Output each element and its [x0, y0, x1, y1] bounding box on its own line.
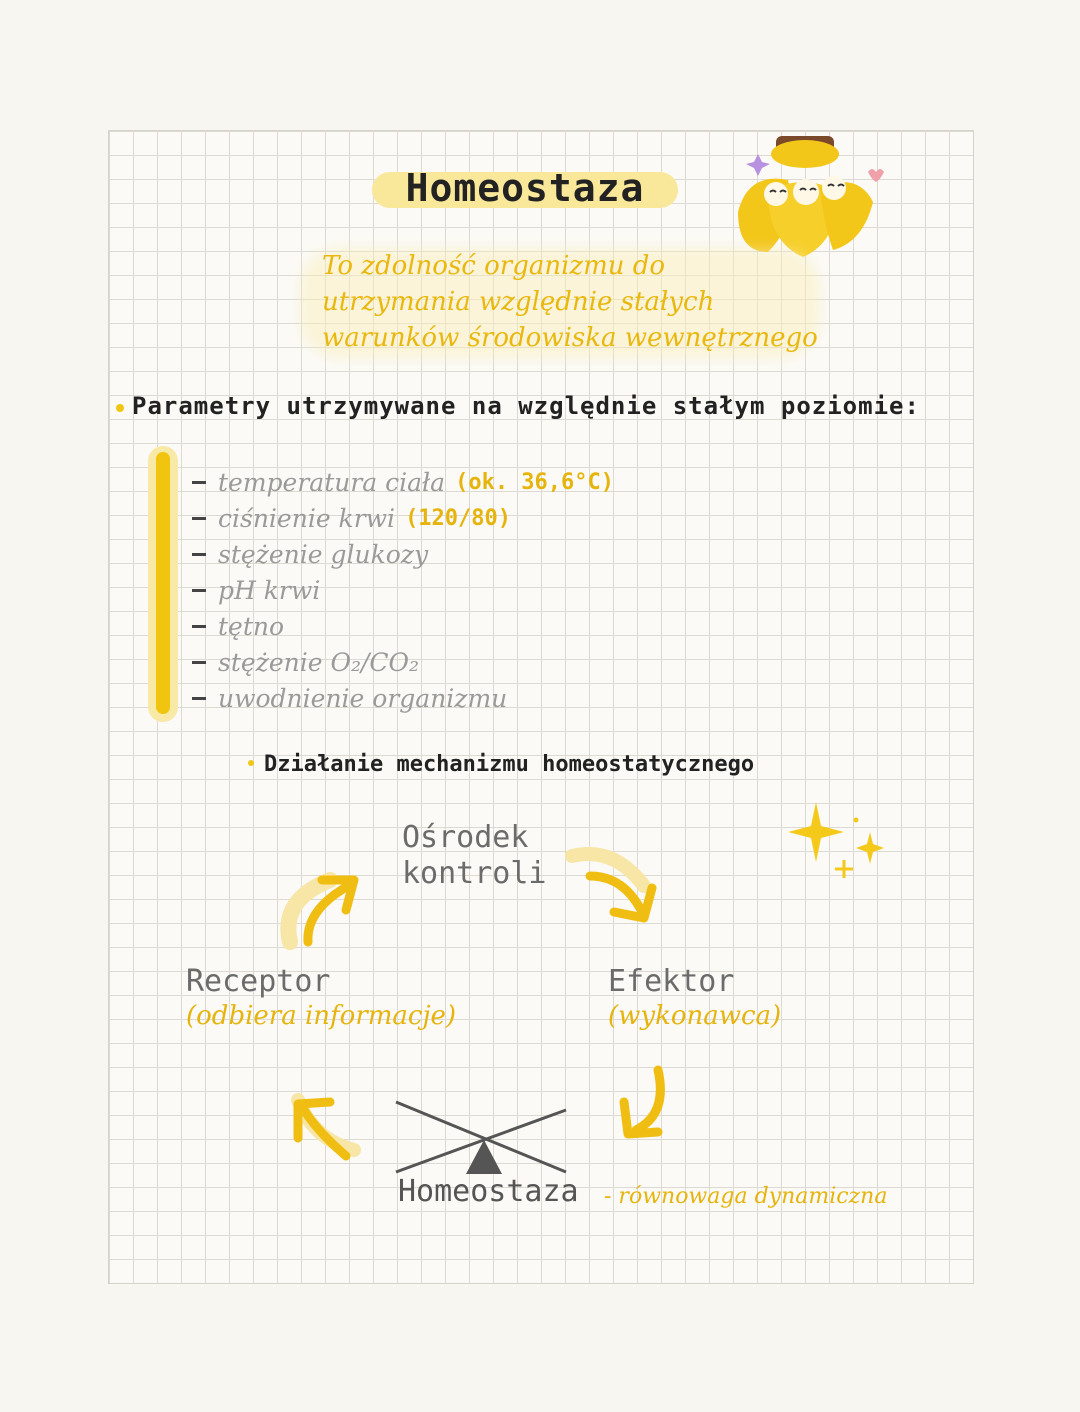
- definition-line-2: utrzymania względnie stałych: [322, 287, 715, 317]
- dash-icon: [192, 589, 206, 592]
- arrow-up-right-icon: [270, 860, 370, 950]
- parameters-heading: Parametry utrzymywane na względnie stałym poziomie:: [132, 392, 920, 420]
- list-item: [192, 536, 614, 572]
- item-extra: (ok. 36,6°C): [455, 469, 615, 495]
- sparkle-icon: [784, 798, 894, 882]
- item-text: tętno: [218, 611, 285, 641]
- item-text: temperatura ciała: [218, 467, 446, 497]
- dash-icon: [192, 661, 206, 664]
- bullet-dot: [248, 760, 254, 766]
- list-highlight-bar-inner: [156, 452, 170, 714]
- mechanism-heading: Działanie mechanizmu homeostatycznego: [264, 752, 755, 777]
- list-item: [192, 680, 614, 716]
- list-item: [192, 608, 614, 644]
- homeostasis-label: Homeostaza: [398, 1174, 579, 1209]
- definition-line-1: To zdolność organizmu do: [322, 251, 666, 281]
- definition: [322, 248, 842, 356]
- balance-icon: [390, 1096, 574, 1178]
- receptor-desc: (odbiera informacje): [186, 1001, 457, 1031]
- list-item: [192, 500, 614, 536]
- parameters-list: [192, 464, 614, 716]
- control-line-2: kontroli: [402, 856, 547, 891]
- arrow-down-left-icon: [610, 1064, 680, 1144]
- dash-icon: [192, 553, 206, 556]
- arrow-up-left-icon: [274, 1080, 364, 1166]
- homeostasis-desc: - równowaga dynamiczna: [604, 1184, 888, 1209]
- item-text: ciśnienie krwi: [218, 503, 396, 533]
- item-text: stężenie glukozy: [218, 539, 429, 569]
- list-item: [192, 572, 614, 608]
- item-text: pH krwi: [218, 575, 321, 605]
- list-item: [192, 644, 614, 680]
- item-text: stężenie O₂/CO₂: [218, 647, 420, 677]
- item-text: uwodnienie organizmu: [218, 683, 508, 713]
- list-item: [192, 464, 614, 500]
- title-block: [372, 166, 678, 210]
- dash-icon: [192, 517, 206, 520]
- control-center: [402, 820, 547, 892]
- page-title: Homeostaza: [405, 166, 645, 210]
- control-line-1: Ośrodek: [402, 820, 529, 855]
- bullet-dot: [116, 404, 124, 412]
- dash-icon: [192, 481, 206, 484]
- dash-icon: [192, 625, 206, 628]
- effector-node: [608, 964, 781, 1032]
- definition-line-3: warunków środowiska wewnętrznego: [322, 323, 818, 353]
- arrow-down-right-icon: [564, 846, 664, 930]
- effector-desc: (wykonawca): [608, 1001, 782, 1031]
- receptor-name: Receptor: [186, 964, 331, 999]
- receptor-node: [186, 964, 456, 1032]
- effector-name: Efektor: [608, 964, 735, 999]
- item-extra: (120/80): [405, 505, 512, 531]
- dash-icon: [192, 697, 206, 700]
